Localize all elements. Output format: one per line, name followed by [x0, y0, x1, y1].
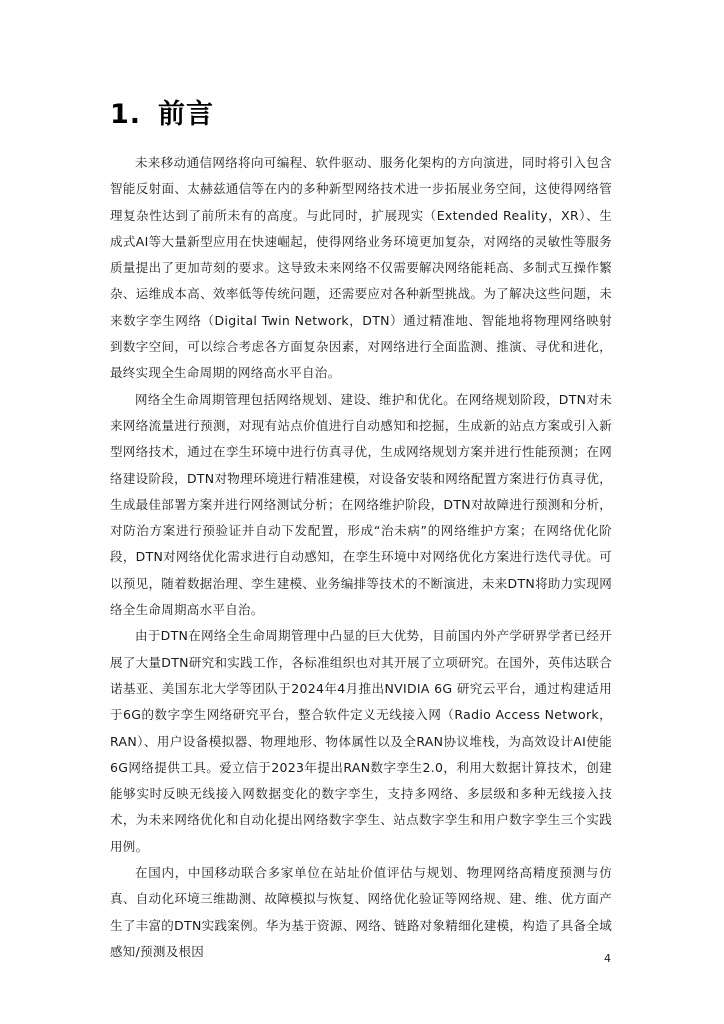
- page-number: 4: [604, 952, 611, 965]
- paragraph: 未来移动通信网络将向可编程、软件驱动、服务化架构的方向演进，同时将引入包含智能反射面、太赫兹通信等在内的多种新型网络技术进一步拓展业务空间，这使得网络管理复杂性达到了前所未有的高度。与此同时，扩展现实（Extended Reality，XR）、生成式AI等大量新型应用在快速崛起，使得网络业务环境更加复杂，对网络的灵敏性等服务质量提出了更加苛刻的要求。这导致未来网络不仅需要解决网络能耗高、多制式互操作繁杂、运维成本高、效率低等传统问题，还需要应对各种新型挑战。为了解决这些问题，未来数字孪生网络（Digital Twin Network，DTN）通过精准地、智能地将物理网络映射到数字空间，可以综合考虑各方面复杂因素，对网络进行全面监测、推演、寻优和进化，最终实现全生命周期的网络高水平自治。: [110, 155, 612, 381]
- paragraph: 在国内，中国移动联合多家单位在站址价值评估与规划、物理网络高精度预测与仿真、自动化环境三维勘测、故障模拟与恢复、网络优化验证等网络规、建、维、优方面产生了丰富的DTN实践案例。华为基于资源、网络、链路对象精细化建模，构造了具备全域感知/预测及根因: [110, 865, 612, 959]
- section-number: 1.: [110, 99, 142, 130]
- section-heading: [110, 92, 214, 131]
- body-text: [110, 150, 612, 965]
- paragraph: 网络全生命周期管理包括网络规划、建设、维护和优化。在网络规划阶段，DTN对未来网络流量进行预测，对现有站点价值进行自动感知和挖掘，生成新的站点方案或引入新型网络技术，通过在孪生环境中进行仿真寻优，生成网络规划方案并进行性能预测；在网络建设阶段，DTN对物理环境进行精准建模，对设备安装和网络配置方案进行仿真寻优，生成最佳部署方案并进行网络测试分析；在网络维护阶段，DTN对故障进行预测和分析，对防治方案进行预验证并自动下发配置，形成“治未病”的网络维护方案；在网络优化阶段，DTN对网络优化需求进行自动感知，在孪生环境中对网络优化方案进行迭代寻优。可以预见，随着数据治理、孪生建模、业务编排等技术的不断演进，未来DTN将助力实现网络全生命周期高水平自治。: [110, 391, 612, 618]
- section-title: 前言: [158, 99, 214, 130]
- paragraph: 由于DTN在网络全生命周期管理中凸显的巨大优势，目前国内外产学研界学者已经开展了大量DTN研究和实践工作，各标准组织也对其开展了立项研究。在国外，英伟达联合诺基亚、美国东北大学等团队于2024年4月推出NVIDIA 6G 研究云平台，通过构建适用于6G的数字孪生网络研究平台，整合软件定义无线接入网（Radio Access Network，RAN）、用户设备模拟器、物理地形、物体属性以及全RAN协议堆栈，为高效设计AI使能6G网络提供工具。爱立信于2023年提出RAN数字孪生2.0，利用大数据计算技术，创建能够实时反映无线接入网数据变化的数字孪生，支持多网络、多层级和多种无线接入技术，为未来网络优化和自动化提出网络数字孪生、站点数字孪生和用户数字孪生三个实践用例。: [110, 628, 612, 854]
